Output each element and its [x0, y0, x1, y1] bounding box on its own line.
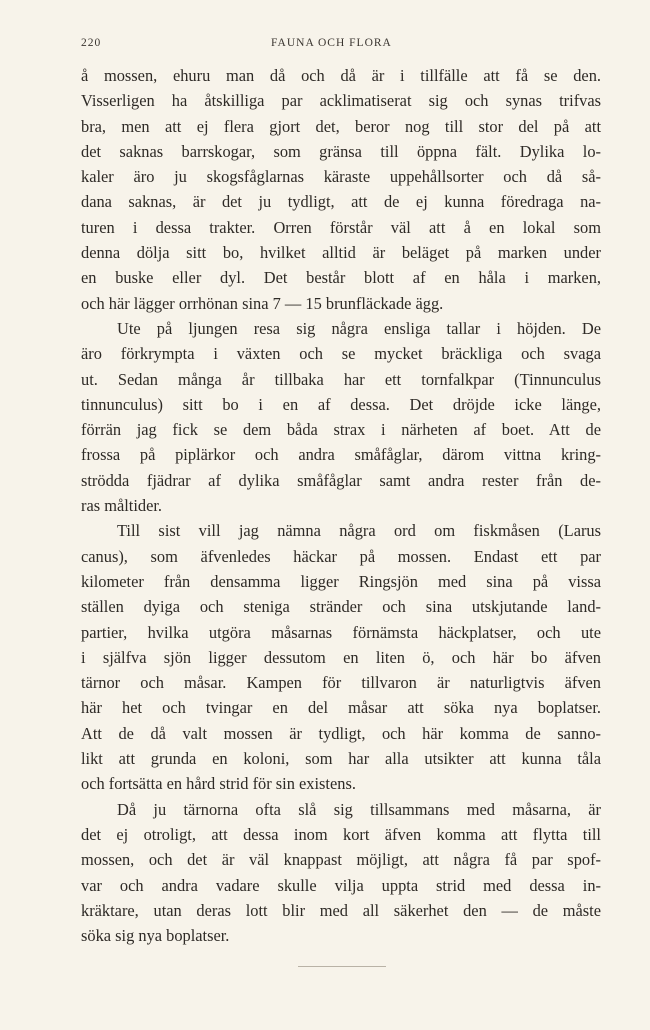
text-line: och fortsätta en hård strid för sin existens. [81, 774, 356, 794]
text-line: Att de då valt mossen är tydligt, och här komma de sanno- [81, 723, 601, 743]
text-line: kilometer från densamma ligger Ringsjön med sina på vissa [81, 571, 601, 591]
paragraph-start-line: Till sist vill jag nämna några ord om fiskmåsen (Larus [117, 521, 601, 541]
text-line: förrän jag fick se dem båda strax i närheten af boet. Att de [81, 420, 601, 440]
text-line: Visserligen ha åtskilliga par acklimatiserat sig och synas trifvas [81, 91, 601, 111]
text-line: ras måltider. [81, 496, 163, 516]
text-line: en buske eller dyl. Det består blott af en håla i marken, [81, 268, 601, 288]
text-line: denna dölja sitt bo, hvilket alltid är beläget på marken under [81, 243, 601, 263]
paragraph-start-line: Ute på ljungen resa sig några ensliga tallar i höjden. De [117, 318, 601, 338]
text-line: ställen dyiga och steniga stränder och sina utskjutande land- [81, 597, 601, 617]
text-line: å mossen, ehuru man då och då är i tillfälle att få se den. [81, 66, 601, 85]
text-line: och här lägger orrhönan sina 7 — 15 brunfläckade ägg. [81, 293, 444, 313]
text-line: partier, hvilka utgöra måsarnas förnämsta häckplatser, och ute [81, 622, 601, 642]
text-line: likt att grunda en koloni, som har alla utsikter att kunna tåla [81, 749, 601, 769]
text-line: frossa på piplärkor och andra småfåglar, därom vittna kring- [81, 445, 601, 465]
text-line: bra, men att ej flera gjort det, beror nog till stor del på att [81, 116, 601, 136]
text-line: dana saknas, är det ju tydligt, att de ej kunna föredraga na- [81, 192, 601, 212]
text-line: kaler äro ju skogsfåglarnas käraste uppehållsorter och då så- [81, 167, 601, 187]
text-line: i själfva sjön ligger dessutom en liten ö, och här bo äfven [81, 647, 601, 667]
text-line: tinnunculus) sitt bo i en af dessa. Det dröjde icke länge, [81, 394, 601, 414]
text-line: kräktare, utan deras lott blir med all säkerhet den — de måste [81, 900, 601, 920]
text-line: det saknas barrskogar, som gränsa till öppna fält. Dylika lo- [81, 141, 601, 161]
paragraph-start-line: Då ju tärnorna ofta slå sig tillsammans med måsarna, är [117, 799, 601, 819]
section-divider [298, 966, 386, 967]
text-line: söka sig nya boplatser. [81, 926, 230, 946]
text-line: tärnor och måsar. Kampen för tillvaron är naturligtvis äfven [81, 673, 601, 693]
page-number: 220 [81, 37, 102, 49]
text-line: det ej otroligt, att dessa inom kort äfven komma att flytta till [81, 824, 601, 844]
text-line: canus), som äfvenledes häckar på mossen. Endast ett par [81, 546, 601, 566]
running-head [81, 37, 601, 53]
text-line: ut. Sedan många år tillbaka har ett tornfalkpar (Tinnunculus [81, 369, 601, 389]
running-title: FAUNA OCH FLORA [271, 37, 392, 49]
text-line: äro förkrympta i växten och se mycket bräckliga och svaga [81, 344, 601, 364]
text-line: turen i dessa trakter. Orren förstår väl att å en lokal som [81, 217, 601, 237]
text-line: här het och tvingar en del måsar att söka nya boplatser. [81, 698, 601, 718]
body-text [81, 63, 601, 948]
text-line: strödda fjädrar af dylika småfåglar samt andra rester från de- [81, 470, 601, 490]
text-line: var och andra vadare skulle vilja uppta strid med dessa in- [81, 875, 601, 895]
text-line: mossen, och det är väl knappast möjligt, att några få par spof- [81, 850, 601, 870]
